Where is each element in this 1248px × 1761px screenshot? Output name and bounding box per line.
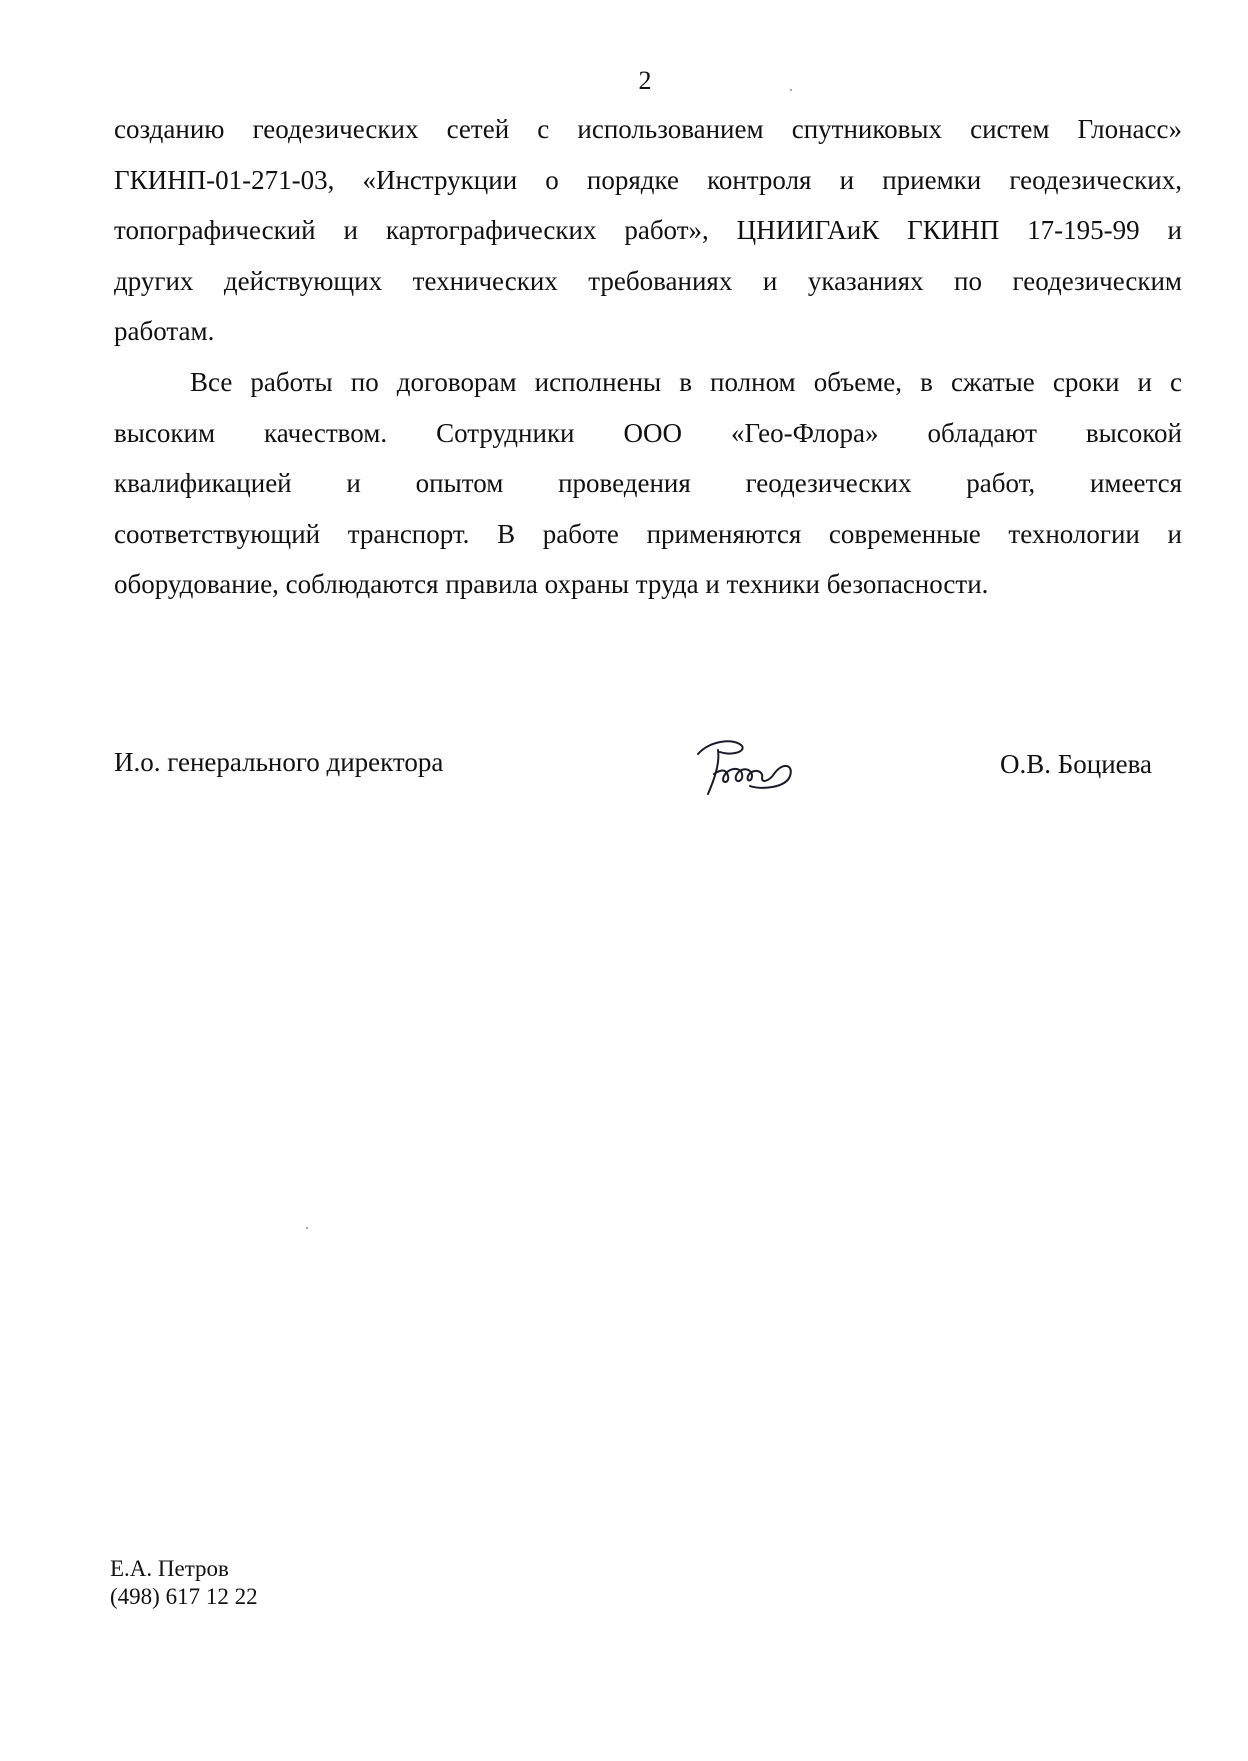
paragraph-line: ГКИНП-01-271-03, «Инструкции о порядке контроля и приемки геодезических, [114, 164, 1182, 195]
scan-speck [306, 1227, 308, 1229]
paragraph-line: соответствующий транспорт. В работе применяются современные технологии и [114, 518, 1182, 549]
signatory-title: И.о. генерального директора [114, 747, 444, 777]
paragraph-line: Все работы по договорам исполнены в полном объеме, в сжатые сроки и с [190, 367, 1182, 397]
paragraph-line: высоким качеством. Сотрудники ООО «Гео-Флора» обладают высокой [114, 417, 1182, 448]
paragraph-line: топографический и картографических работ», ЦНИИГАиК ГКИНП 17-195-99 и [114, 215, 1182, 245]
scan-speck [790, 89, 792, 91]
paragraph-standards [114, 104, 1182, 357]
paragraph-line: оборудование, соблюдаются правила охраны труда и техники безопасности. [114, 569, 989, 599]
paragraph-line: работам. [114, 316, 215, 346]
contact-name: Е.А. Петров [110, 1556, 229, 1581]
paragraph-assessment [114, 357, 1182, 610]
contact-phone: (498) 617 12 22 [110, 1584, 258, 1609]
page-number: 2 [638, 66, 652, 95]
signatory-name: О.В. Боциева [1000, 749, 1153, 779]
paragraph-line: квалификацией и опытом проведения геодезических работ, имеется [114, 468, 1182, 498]
footer-contact [110, 1555, 258, 1611]
paragraph-line: созданию геодезических сетей с использованием спутниковых систем Глонасс» [114, 114, 1182, 144]
paragraph-line: других действующих технических требованиях и указаниях по геодезическим [114, 265, 1182, 296]
handwritten-signature [690, 734, 800, 800]
